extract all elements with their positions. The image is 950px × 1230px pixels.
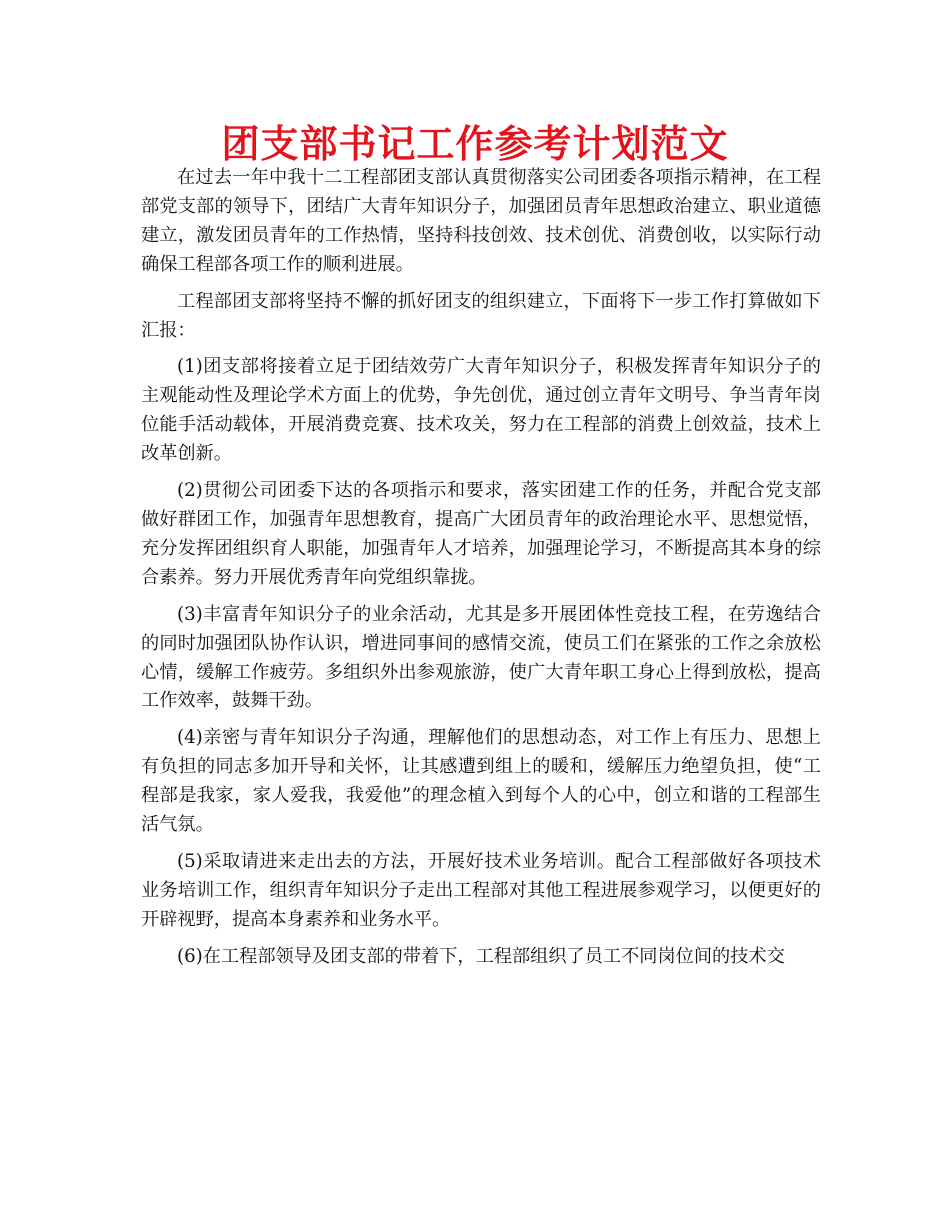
paragraph-plan-lead: 工程部团支部将坚持不懈的抓好团支的组织建立，下面将下一步工作打算做如下汇报：	[141, 290, 821, 341]
document-body	[141, 164, 821, 980]
paragraph-item-1: (1)团支部将接着立足于团结效劳广大青年知识分子，积极发挥青年知识分子的主观能动性及理论学术方面上的优势，争先创优，通过创立青年文明号、争当青年岗位能手活动载体，开展消费竞赛、技术攻关，努力在工程部的消费上创效益，技术上改革创新。	[141, 356, 821, 465]
paragraph-item-4: (4)亲密与青年知识分子沟通，理解他们的思想动态，对工作上有压力、思想上有负担的同志多加开导和关怀，让其感遭到组上的暖和，缓解压力绝望负担，使“工程部是我家，家人爱我，我爱他”的理念植入到每个人的心中，创立和谐的工程部生活气氛。	[141, 727, 821, 836]
paragraph-item-5: (5)采取请进来走出去的方法，开展好技术业务培训。配合工程部做好各项技术业务培训工作，组织青年知识分子走出工程部对其他工程进展参观学习，以便更好的开辟视野，提高本身素养和业务水平。	[141, 850, 821, 930]
paragraph-intro: 在过去一年中我十二工程部团支部认真贯彻落实公司团委各项指示精神，在工程部党支部的领导下，团结广大青年知识分子，加强团员青年思想政治建立、职业道德建立，激发团员青年的工作热情，坚持科技创效、技术创优、消费创收，以实际行动确保工程部各项工作的顺利进展。	[141, 167, 821, 275]
paragraph-item-6: (6)在工程部领导及团支部的带着下，工程部组织了员工不同岗位间的技术交	[177, 945, 785, 967]
paragraph-item-2: (2)贯彻公司团委下达的各项指示和要求，落实团建工作的任务，并配合党支部做好群团工作，加强青年思想教育，提高广大团员青年的政治理论水平、思想觉悟，充分发挥团组织育人职能，加强青年人才培养，加强理论学习，不断提高其本身的综合素养。努力开展优秀青年向党组织靠拢。	[141, 480, 821, 588]
paragraph-item-3: (3)丰富青年知识分子的业余活动，尤其是多开展团体性竞技工程，在劳逸结合的同时加强团队协作认识，增进同事间的感情交流，使员工们在紧张的工作之余放松心情，缓解工作疲劳。多组织外出参观旅游，使广大青年职工身心上得到放松，提高工作效率，鼓舞干劲。	[141, 603, 821, 712]
document-title: 团支部书记工作参考计划范文	[221, 122, 729, 166]
